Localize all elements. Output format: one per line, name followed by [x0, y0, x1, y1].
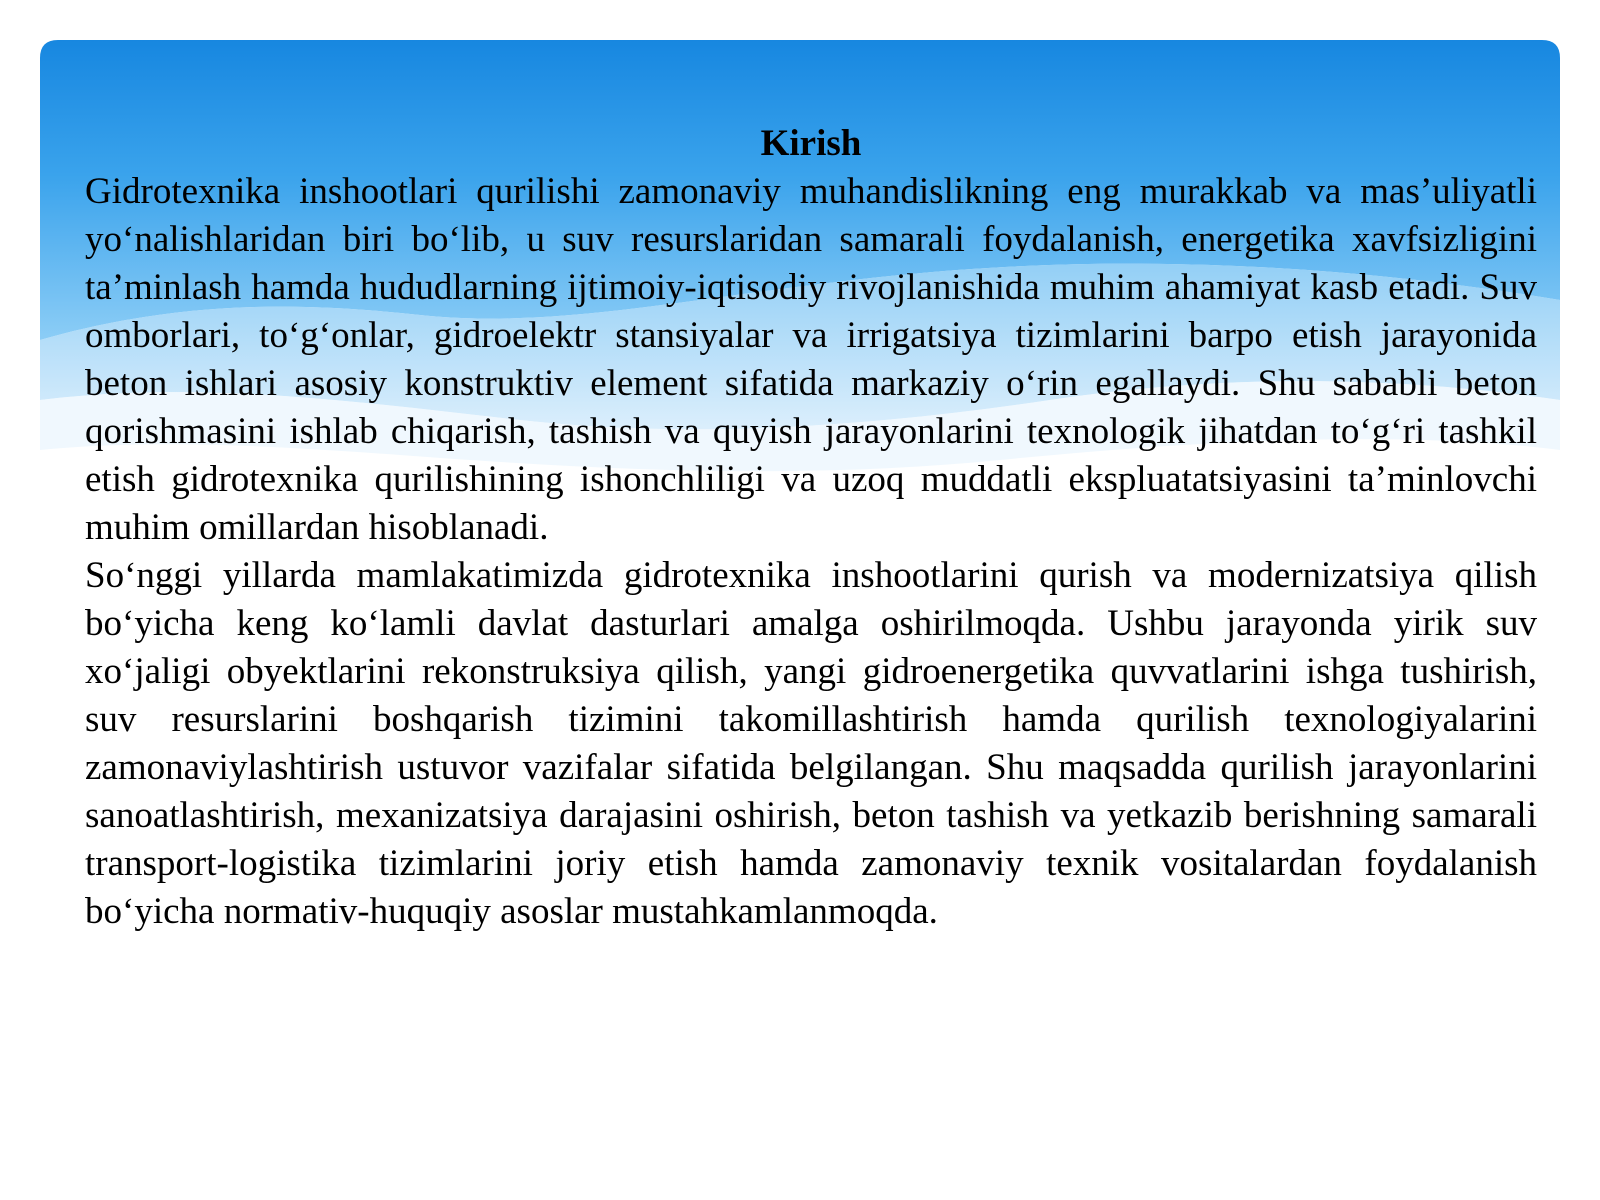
paragraph-2: So‘nggi yillarda mamlakatimizda gidrotexnika inshootlarini qurish va modernizatsiya qilish bo‘yicha keng ko‘lamli davlat dasturlari amalga oshirilmoqda. Ushbu jarayonda yirik suv xo‘jaligi obyektlarini rekonstruksiya qilish, yangi gidroenergetika quvvatlarini ishga tushirish, suv resurslarini boshqarish tizimini takomillashtirish hamda qurilish texnologiyalarini zamonaviylashtirish ustuvor vazifalar sifatida belgilangan. Shu maqsadda qurilish jarayonlarini sanoatlashtirish, mexanizatsiya darajasini oshirish, beton tashish va yetkazib berishning samarali transport-logistika tizimlarini joriy etish hamda zamonaviy texnik vositalardan foydalanish bo‘yicha normativ-huquqiy asoslar mustahkamlanmoqda.	[85, 555, 1537, 932]
slide-content	[85, 120, 1537, 936]
paragraph-1: Gidrotexnika inshootlari qurilishi zamonaviy muhandislikning eng murakkab va mas’uliyatli yo‘nalishlaridan biri bo‘lib, u suv resurslaridan samarali foydalanish, energetika xavfsizligini ta’minlash hamda hududlarning ijtimoiy-iqtisodiy rivojlanishida muhim ahamiyat kasb etadi. Suv omborlari, to‘g‘onlar, gidroelektr stansiyalar va irrigatsiya tizimlarini barpo etish jarayonida beton ishlari asosiy konstruktiv element sifatida markaziy o‘rin egallaydi. Shu sababli beton qorishmasini ishlab chiqarish, tashish va quyish jarayonlarini texnologik jihatdan to‘g‘ri tashkil etish gidrotexnika qurilishining ishonchliligi va uzoq muddatli ekspluatatsiyasini ta’minlovchi muhim omillardan hisoblanadi.	[85, 171, 1537, 548]
slide-title: Kirish	[760, 123, 862, 164]
